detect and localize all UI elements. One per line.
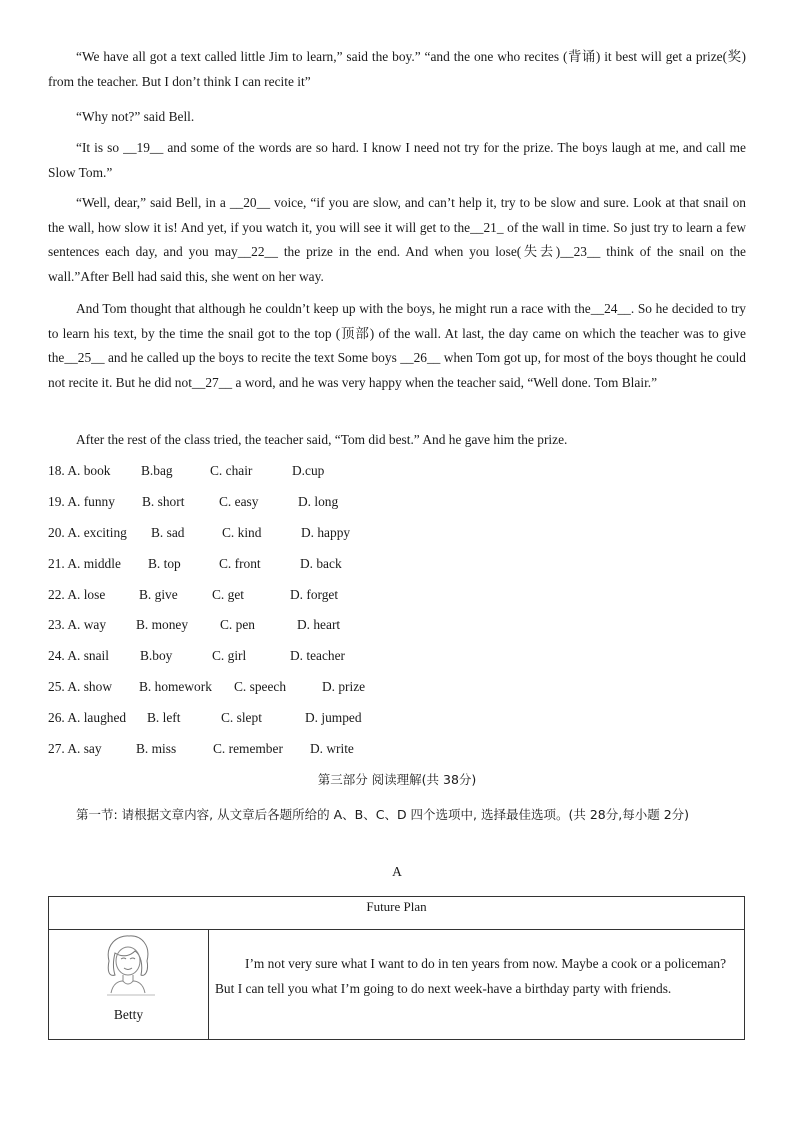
option-a: 18. A. book xyxy=(48,463,111,478)
option-a: 26. A. laughed xyxy=(48,710,127,726)
question-26 xyxy=(48,706,448,737)
option-c: C. slept xyxy=(221,710,262,726)
option-d: D. prize xyxy=(322,679,366,695)
option-a: 22. A. lose xyxy=(48,586,106,602)
option-b: B. top xyxy=(148,555,181,571)
option-d: D.cup xyxy=(292,463,325,478)
section-instruction: 第一节: 请根据文章内容, 从文章后各题所给的 A、B、C、D 四个选项中, 选择最佳选项。(共 28分,每小题 2分) xyxy=(76,807,690,822)
option-a: 24. A. snail xyxy=(48,648,110,664)
option-b: B.boy xyxy=(140,648,173,664)
section-title: 第三部分 阅读理解(共 38分) xyxy=(317,772,477,787)
question-20 xyxy=(48,521,448,552)
option-c: C. front xyxy=(219,555,261,571)
option-b: B.bag xyxy=(141,463,173,478)
plan-text: I’m not very sure what I want to do in ten years from now. Maybe a cook or a policeman? But I can tell you what I’m going to do next week-have a birthday party with friends. xyxy=(215,956,727,996)
passage-paragraph-2: “Why not?” said Bell. xyxy=(76,109,195,124)
option-b: B. left xyxy=(147,710,181,726)
option-d: D. write xyxy=(310,741,354,757)
option-a: 27. A. say xyxy=(48,741,102,757)
option-c: C. speech xyxy=(234,679,287,695)
question-25 xyxy=(48,675,448,706)
option-c: C. girl xyxy=(212,648,247,664)
option-b: B. short xyxy=(142,493,185,509)
option-d: D. back xyxy=(300,555,342,571)
question-23 xyxy=(48,613,448,644)
option-d: D. jumped xyxy=(305,710,362,726)
option-b: B. miss xyxy=(136,741,177,757)
option-a: 19. A. funny xyxy=(48,493,115,509)
option-d: D. forget xyxy=(290,586,339,602)
person-cell xyxy=(49,929,209,1039)
option-c: C. remember xyxy=(213,741,283,757)
option-a: 20. A. exciting xyxy=(48,524,127,540)
options-list xyxy=(48,459,448,768)
option-b: B. give xyxy=(139,586,178,602)
option-d: D. heart xyxy=(297,617,341,633)
option-b: B. money xyxy=(136,617,189,633)
option-c: C. easy xyxy=(219,493,259,509)
passage-paragraph-4: “Well, dear,” said Bell, in a __20__ voice, “if you are slow, and can’t help it, try to be slow and sure. Look at that snail on the wall, how slow it is! And yet, if you watch it, you will see it will get to the__21_ of the wall in time. So just try to learn a few sentences each day, and you may__22__ the prize in the end. And when you lose(失去)__23__ think of the snail on the wall.”After Bell had said this, she went on her way. xyxy=(48,195,746,284)
passage-letter: A xyxy=(392,864,402,879)
option-a: 25. A. show xyxy=(48,679,112,695)
question-24 xyxy=(48,644,448,675)
option-a: 23. A. way xyxy=(48,617,107,633)
table-header: Future Plan xyxy=(49,897,744,930)
girl-portrait-icon xyxy=(97,931,159,997)
question-18 xyxy=(48,459,448,490)
option-c: C. get xyxy=(212,586,244,602)
option-d: D. long xyxy=(298,493,339,509)
question-21 xyxy=(48,552,448,583)
option-a: 21. A. middle xyxy=(48,555,121,571)
future-plan-table xyxy=(48,896,745,1040)
option-c: C. chair xyxy=(210,463,253,478)
question-27 xyxy=(48,737,448,768)
option-b: B. homework xyxy=(139,679,212,695)
option-c: C. pen xyxy=(220,617,255,633)
option-d: D. teacher xyxy=(290,648,346,664)
question-22 xyxy=(48,583,448,614)
option-d: D. happy xyxy=(301,524,351,540)
passage-paragraph-3: “It is so __19__ and some of the words are so hard. I know I need not try for the prize. The boys laugh at me, and call me Slow Tom.” xyxy=(48,140,746,180)
question-19 xyxy=(48,490,448,521)
option-c: C. kind xyxy=(222,524,262,540)
passage-paragraph-1: “We have all got a text called little Jim to learn,” said the boy.” “and the one who recites (背诵) it best will get a prize(奖) from the teacher. But I don’t think I can recite it” xyxy=(48,49,746,89)
passage-paragraph-6: After the rest of the class tried, the teacher said, “Tom did best.” And he gave him the prize. xyxy=(76,432,568,447)
person-name: Betty xyxy=(113,1007,144,1022)
option-b: B. sad xyxy=(151,524,185,540)
passage-paragraph-5: And Tom thought that although he couldn’t keep up with the boys, he might run a race with the__24__. So he decided to try to learn his text, by the time the snail got to the top (顶部) of the wall. At last, the day came on which the teacher was to give the__25__ and he called up the boys to recite the text Some boys __26__ when Tom got up, for most of the boys thought he could not recite it. But he did not__27__ a word, and he was very happy when the teacher said, “Well done. Tom Blair.” xyxy=(48,301,746,390)
plan-cell xyxy=(209,929,744,1039)
